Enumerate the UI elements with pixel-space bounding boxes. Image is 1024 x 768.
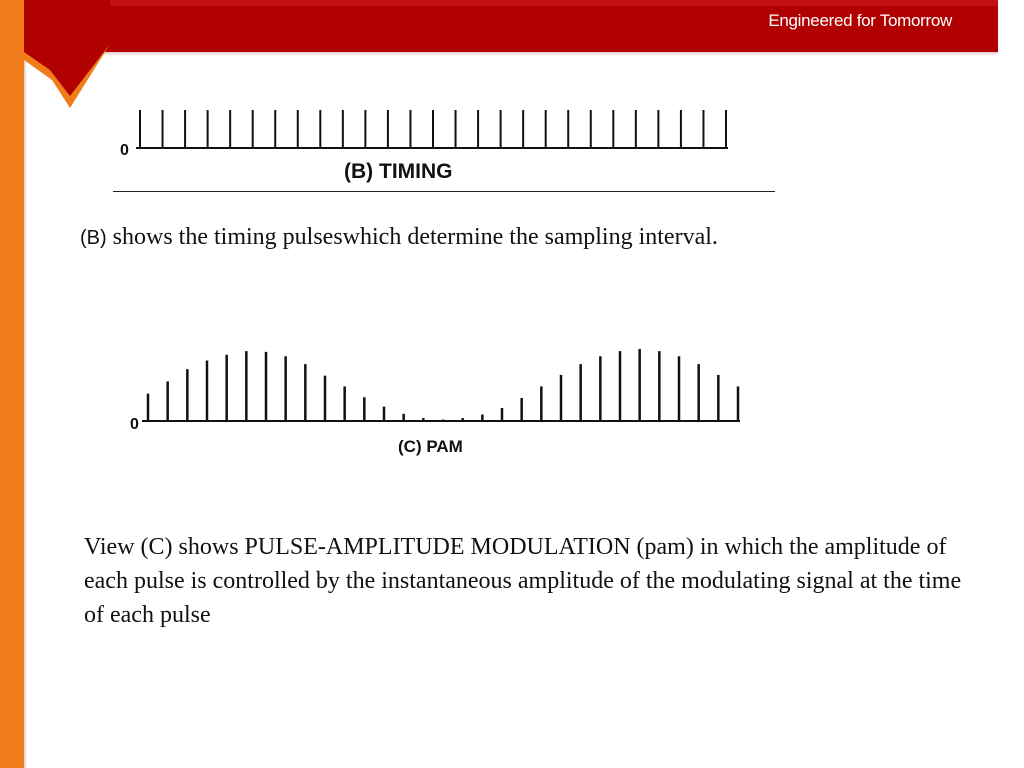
pam-description: View (C) shows PULSE-AMPLITUDE MODULATION (pam) in which the amplitude of each pulse is controlled by the instantaneous amplitude of the modulating signal at the time of each pulse bbox=[84, 534, 962, 628]
timing-zero-label: 0 bbox=[120, 142, 129, 159]
pam-pulses bbox=[148, 349, 738, 421]
header-tagline: Engineered for Tomorrow bbox=[768, 11, 952, 30]
side-accent-bar bbox=[0, 0, 24, 768]
pam-zero-label: 0 bbox=[130, 416, 139, 433]
pam-figure-label: (C) PAM bbox=[398, 437, 463, 456]
chevron-logo-shape bbox=[0, 0, 110, 112]
timing-description-text: shows the timing pulseswhich determine the sampling interval. bbox=[106, 224, 718, 250]
header-shadow bbox=[100, 52, 998, 56]
timing-description bbox=[80, 224, 718, 251]
timing-pulse-figure bbox=[118, 100, 738, 192]
figure-divider bbox=[113, 191, 775, 192]
timing-pulses bbox=[140, 110, 726, 148]
timing-figure-label: (B) TIMING bbox=[344, 160, 453, 183]
side-bar-shadow bbox=[24, 60, 27, 768]
timing-description-lead: (B) bbox=[80, 227, 107, 249]
header-gloss bbox=[0, 0, 998, 6]
pam-pulse-figure bbox=[128, 340, 748, 460]
